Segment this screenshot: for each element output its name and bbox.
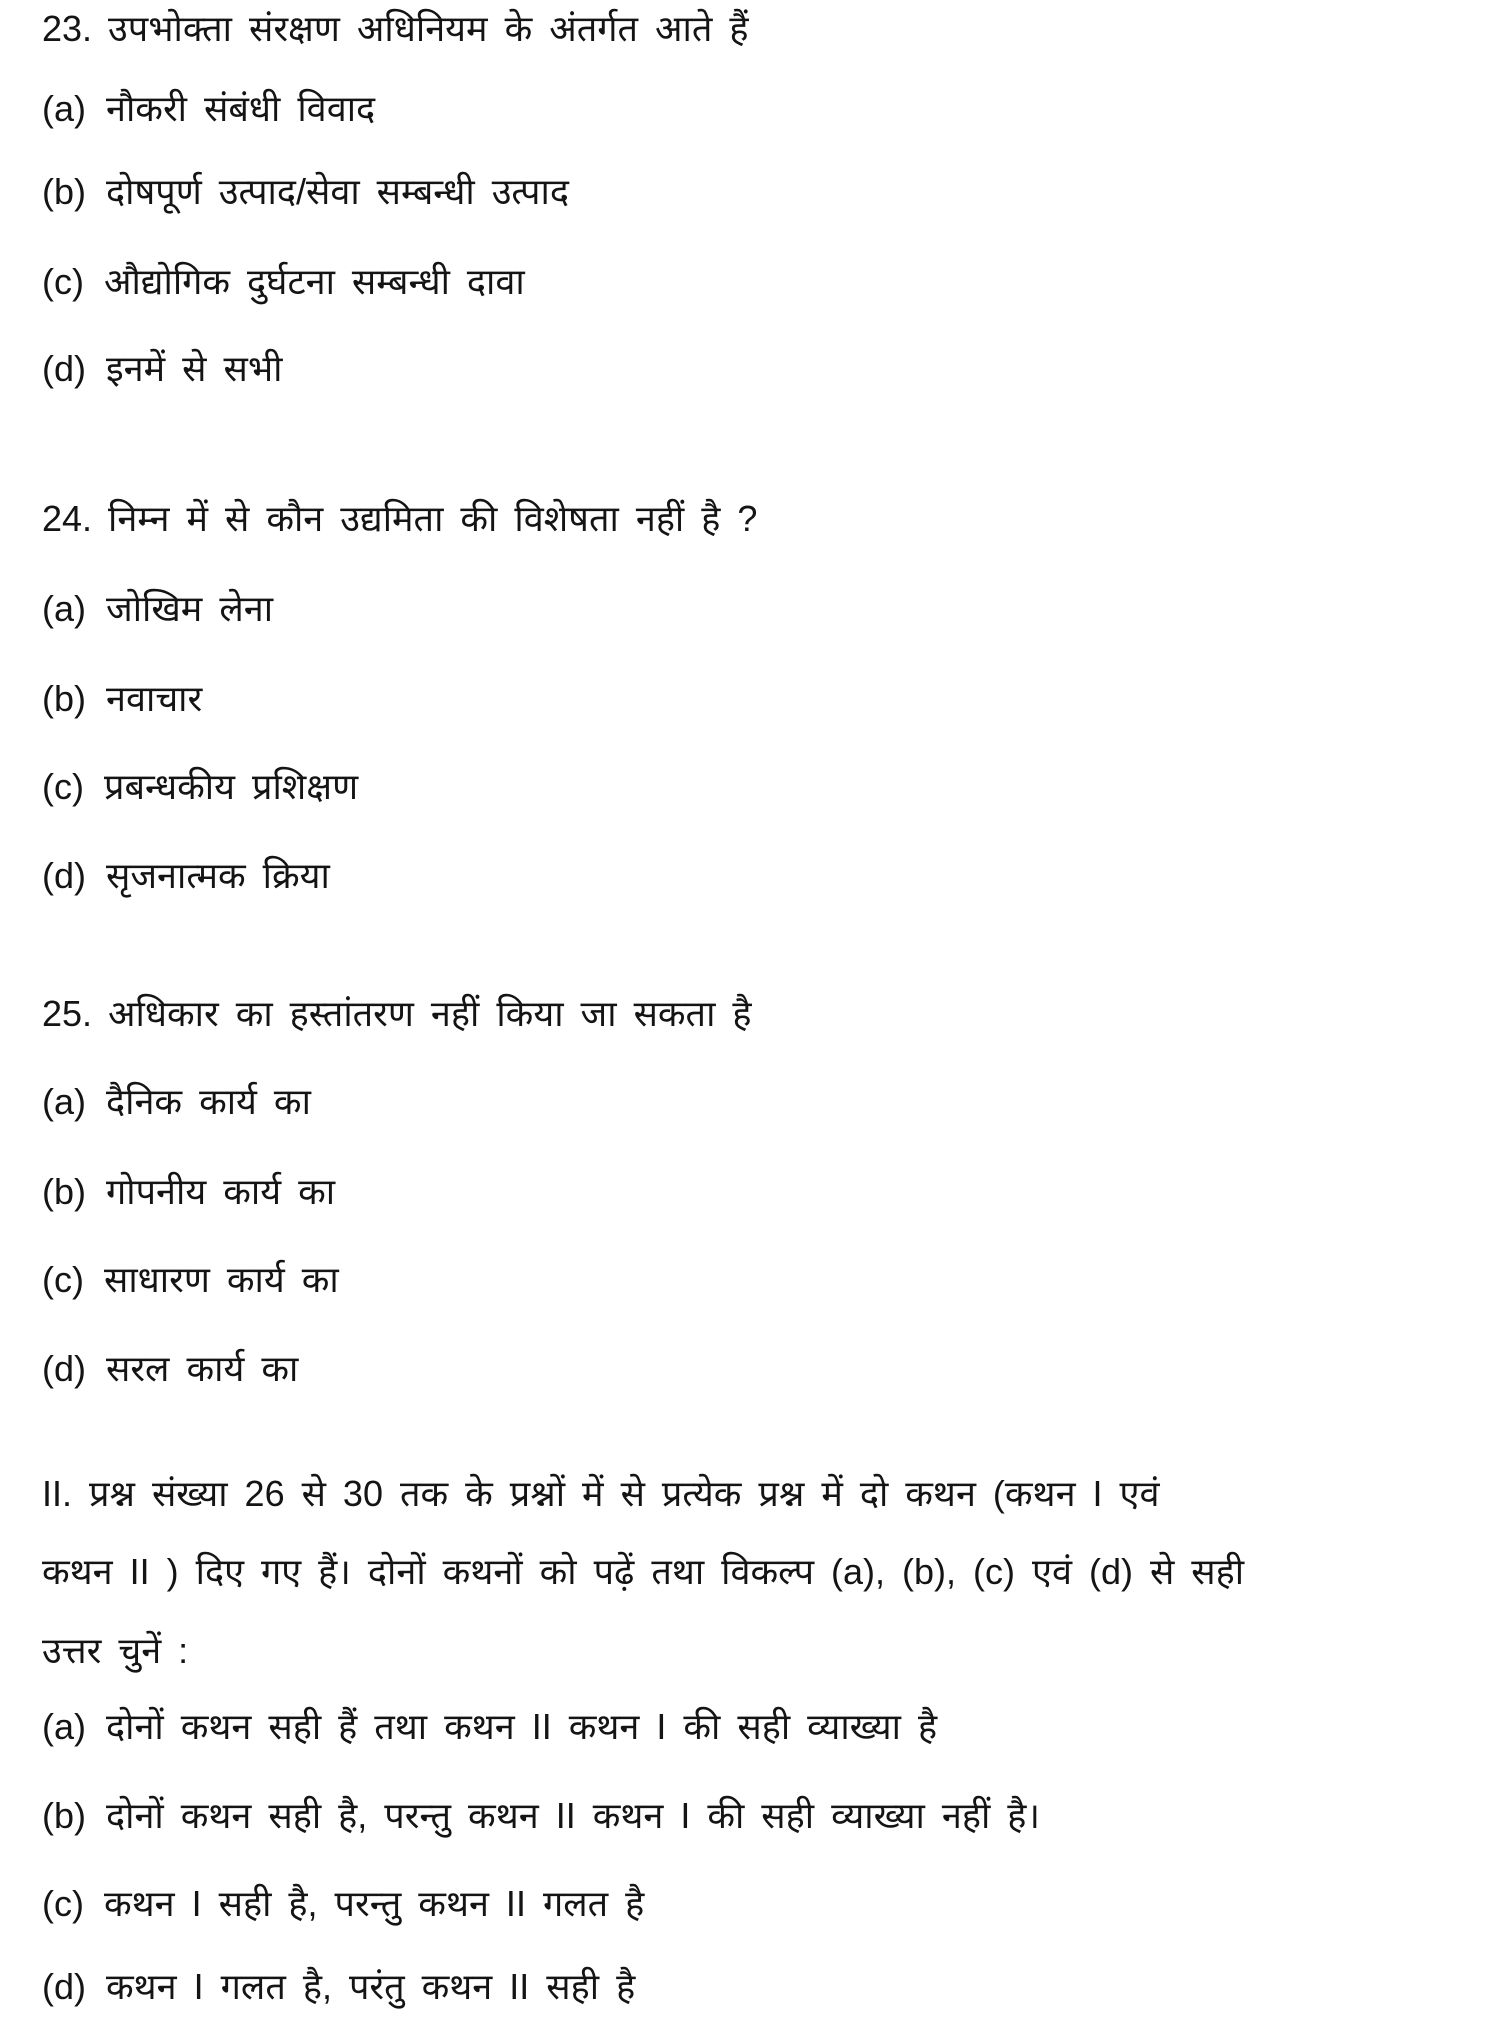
option-text: प्रबन्धकीय प्रशिक्षण [103,766,359,807]
section2-option-a [42,1703,1463,1751]
option-label: (c) [42,1883,84,1924]
section2-intro-line-1: II. प्रश्न संख्या 26 से 30 तक के प्रश्नों में से प्रत्येक प्रश्न में दो कथन (कथन I एवं [42,1473,1160,1514]
q24-option-d [42,852,1463,900]
option-label: (a) [42,588,86,629]
q23-option-c [42,258,1463,306]
q23-option-d [42,345,1463,393]
question-25-number: 25. [42,993,93,1034]
option-text: दोनों कथन सही हैं तथा कथन II कथन I की सही व्याख्या है [106,1706,938,1747]
option-text: नौकरी संबंधी विवाद [106,88,376,129]
option-label: (d) [42,1966,86,2007]
option-text: साधारण कार्य का [103,1259,339,1300]
q24-option-a [42,585,1463,633]
option-label: (d) [42,855,86,896]
section2-option-b [42,1792,1463,1840]
question-23-number: 23. [42,8,93,49]
option-text: दोषपूर्ण उत्पाद/सेवा सम्बन्धी उत्पाद [106,171,569,212]
option-text: नवाचार [106,678,203,719]
option-text: इनमें से सभी [106,348,283,389]
q25-option-b [42,1168,1463,1216]
option-text: जोखिम लेना [106,588,274,629]
q25-option-d [42,1345,1463,1393]
option-text: सरल कार्य का [106,1348,299,1389]
option-text: कथन I गलत है, परंतु कथन II सही है [106,1966,636,2007]
option-label: (a) [42,1706,86,1747]
q25-option-a [42,1078,1463,1126]
section2-option-c [42,1880,1463,1928]
question-24 [42,495,1463,543]
section2-intro-line-3: उत्तर चुनें : [42,1630,189,1671]
option-text: सृजनात्मक क्रिया [106,855,330,896]
question-25 [42,990,1463,1038]
question-24-text: निम्न में से कौन उद्यमिता की विशेषता नहीं है ? [108,498,758,539]
option-label: (d) [42,348,86,389]
option-text: दोनों कथन सही है, परन्तु कथन II कथन I की सही व्याख्या नहीं है। [106,1795,1041,1836]
option-text: कथन I सही है, परन्तु कथन II गलत है [103,1883,645,1924]
option-label: (b) [42,678,86,719]
question-23 [42,5,1463,53]
option-text: दैनिक कार्य का [106,1081,311,1122]
question-23-text: उपभोक्ता संरक्षण अधिनियम के अंतर्गत आते हैं [108,8,749,49]
q23-option-a [42,85,1463,133]
option-label: (c) [42,766,84,807]
q25-option-c [42,1256,1463,1304]
section2-option-d [42,1963,1463,2011]
section2-intro-line-2: कथन II ) दिए गए हैं। दोनों कथनों को पढ़ें तथा विकल्प (a), (b), (c) एवं (d) से सही [42,1551,1245,1592]
option-label: (b) [42,171,86,212]
option-label: (a) [42,88,86,129]
question-25-text: अधिकार का हस्तांतरण नहीं किया जा सकता है [108,993,752,1034]
q24-option-c [42,763,1463,811]
question-24-number: 24. [42,498,93,539]
option-label: (c) [42,261,84,302]
option-label: (c) [42,1259,84,1300]
option-label: (b) [42,1795,86,1836]
option-text: औद्योगिक दुर्घटना सम्बन्धी दावा [103,261,525,302]
option-label: (b) [42,1171,86,1212]
option-label: (a) [42,1081,86,1122]
option-text: गोपनीय कार्य का [106,1171,336,1212]
q23-option-b [42,168,1463,216]
option-label: (d) [42,1348,86,1389]
q24-option-b [42,675,1463,723]
